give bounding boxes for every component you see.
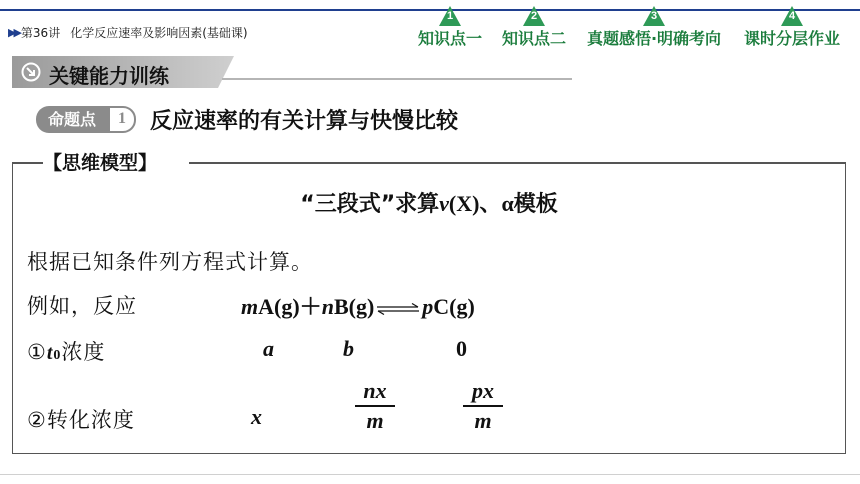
reaction-equation: mA(g)＋nB(g) pC(g)	[241, 294, 475, 319]
proposition-row	[36, 104, 458, 134]
template-title: “三段式”求算v(X)、α模板	[300, 191, 558, 217]
equilibrium-arrow-icon	[376, 303, 420, 315]
nav-badge-1: 1	[439, 6, 461, 26]
model-label: 【思维模型】	[43, 152, 158, 174]
example-label: 例如，反应	[27, 294, 137, 318]
nav-knowledge-point-1[interactable]: 1 知识点一	[413, 6, 487, 46]
converted-nx-fraction: $\frac{nx}{m}$	[355, 378, 395, 434]
section-title: 关键能力训练	[49, 64, 169, 88]
thinking-model-box	[12, 152, 846, 454]
nav-badge-2: 2	[523, 6, 545, 26]
nav-badge-3: 3	[643, 6, 665, 26]
course-title: 化学反应速率及影响因素(基础课)	[70, 26, 248, 40]
nav-exam-review[interactable]: 3 真题感悟·明确考向	[581, 6, 727, 46]
initial-a: a	[263, 336, 274, 361]
play-arrow-icon: ▶▶	[8, 26, 19, 39]
initial-b: b	[343, 336, 354, 361]
section-underline	[222, 78, 572, 80]
row-converted-label: ②转化浓度	[27, 408, 135, 432]
intro-text: 根据已知条件列方程式计算。	[27, 250, 313, 274]
proposition-title: 反应速率的有关计算与快慢比较	[150, 108, 459, 134]
row-initial-label: ①t0浓度	[27, 340, 106, 364]
breadcrumb	[8, 24, 248, 41]
proposition-badge	[36, 106, 136, 133]
circle-arrow-icon	[21, 62, 41, 82]
converted-px-fraction: $\frac{px}{m}$	[463, 378, 503, 434]
nav-knowledge-point-2[interactable]: 2 知识点二	[497, 6, 571, 46]
initial-c: 0	[456, 336, 467, 361]
nav-homework[interactable]: 4 课时分层作业	[738, 6, 846, 46]
lesson-number: 第36讲	[20, 26, 61, 40]
proposition-badge-label: 命题点	[36, 106, 108, 133]
converted-x: x	[251, 404, 262, 429]
nav-badge-4: 4	[781, 6, 803, 26]
top-header	[0, 0, 860, 46]
proposition-badge-number: 1	[108, 106, 136, 133]
section-heading	[12, 56, 572, 88]
footer-divider	[0, 474, 860, 475]
